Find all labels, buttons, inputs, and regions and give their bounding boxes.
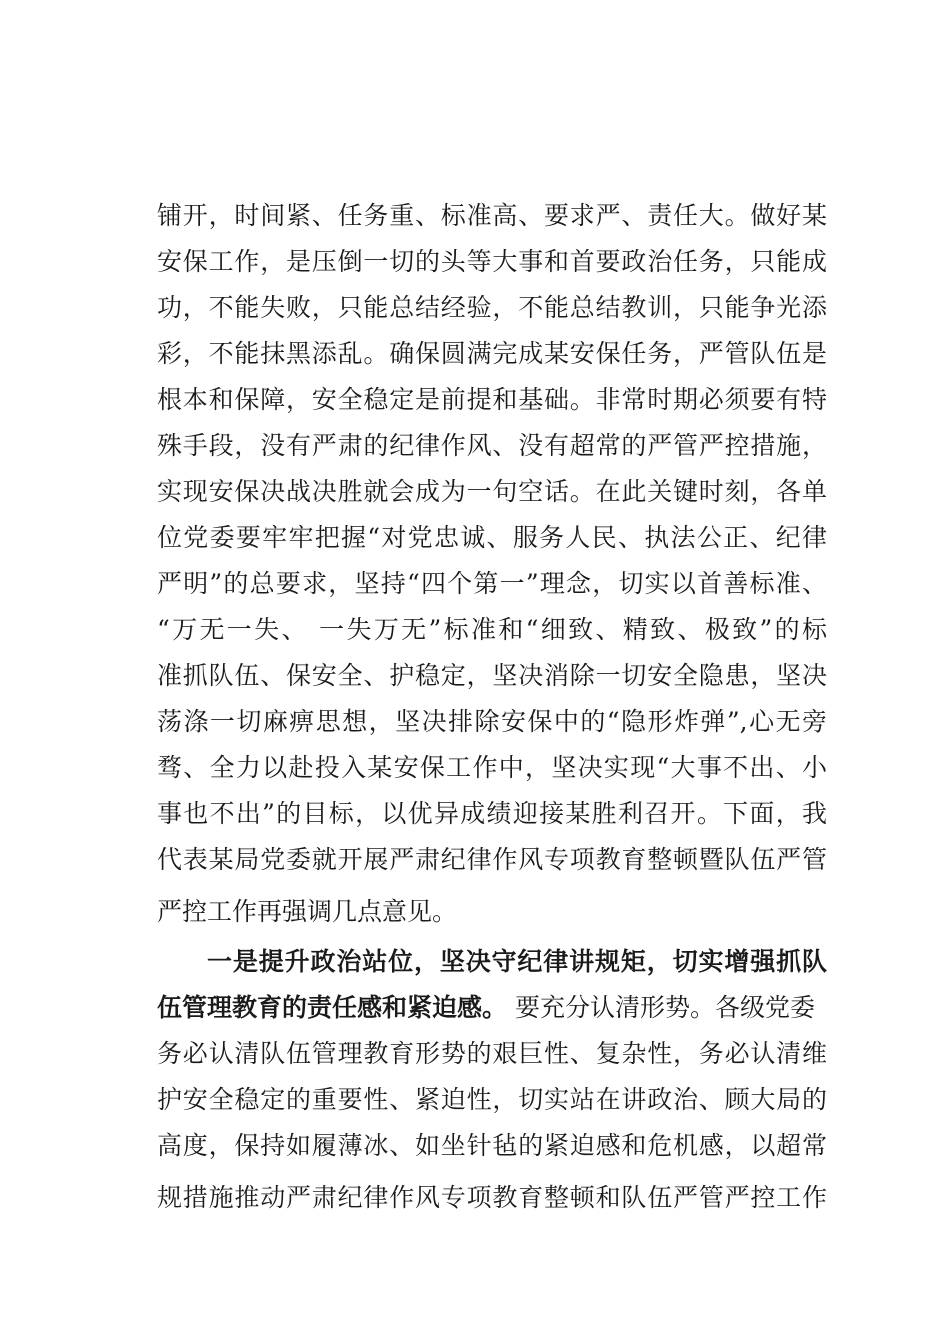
paragraph-line: 功，不能失败，只能总结经验，不能总结教训，只能争光添	[157, 293, 827, 322]
paragraph-line: 荡涤一切麻痹思想，坚决排除安保中的“隐形炸弹”,心无旁	[157, 707, 827, 736]
paragraph-line: 代表某局党委就开展严肃纪律作风专项教育整顿暨队伍严管	[157, 845, 827, 874]
paragraph-line: 准抓队伍、保安全、护稳定，坚决消除一切安全隐患，坚决	[157, 661, 827, 690]
paragraph-line: 务必认清队伍管理教育形势的艰巨性、复杂性，务必认清维	[157, 1039, 827, 1068]
paragraph-line	[157, 988, 827, 1028]
paragraph-line: 殊手段，没有严肃的纪律作风、没有超常的严管严控措施，	[157, 431, 827, 460]
paragraph-line: 事也不出”的目标，以优异成绩迎接某胜利召开。下面，我	[157, 799, 827, 828]
paragraph-line: “万无一失、 一失万无”标准和“细致、精致、极致”的标	[157, 615, 827, 644]
paragraph-line: 彩，不能抹黑添乱。确保圆满完成某安保任务，严管队伍是	[157, 339, 827, 368]
paragraph-line: 位党委要牢牢把握“对党忠诚、服务人民、执法公正、纪律	[157, 523, 827, 552]
paragraph-line: 规措施推动严肃纪律作风专项教育整顿和队伍严管严控工作	[157, 1183, 827, 1212]
paragraph-line: 铺开，时间紧、任务重、标准高、要求严、责任大。做好某	[157, 201, 827, 230]
paragraph-line: 严明”的总要求，坚持“四个第一”理念，切实以首善标准、	[157, 569, 827, 598]
paragraph-line: 根本和保障，安全稳定是前提和基础。非常时期必须要有特	[157, 385, 827, 414]
paragraph-line: 安保工作，是压倒一切的头等大事和首要政治任务，只能成	[157, 247, 827, 276]
paragraph-line: 实现安保决战决胜就会成为一句空话。在此关键时刻，各单	[157, 477, 827, 506]
section-heading-continued: 伍管理教育的责任感和紧迫感。	[157, 993, 508, 1022]
section-heading: 一是提升政治站位，坚决守纪律讲规矩，切实增强抓队	[207, 947, 827, 976]
paragraph-line: 高度，保持如履薄冰、如坐针毡的紧迫感和危机感，以超常	[157, 1131, 827, 1160]
paragraph-line: 护安全稳定的重要性、紧迫性，切实站在讲政治、顾大局的	[157, 1085, 827, 1114]
paragraph-line: 骛、全力以赴投入某安保工作中，坚决实现“大事不出、小	[157, 753, 827, 782]
paragraph-line: 严控工作再强调几点意见。	[157, 897, 458, 926]
paragraph-text: 要充分认清形势。各级党委	[507, 993, 815, 1022]
